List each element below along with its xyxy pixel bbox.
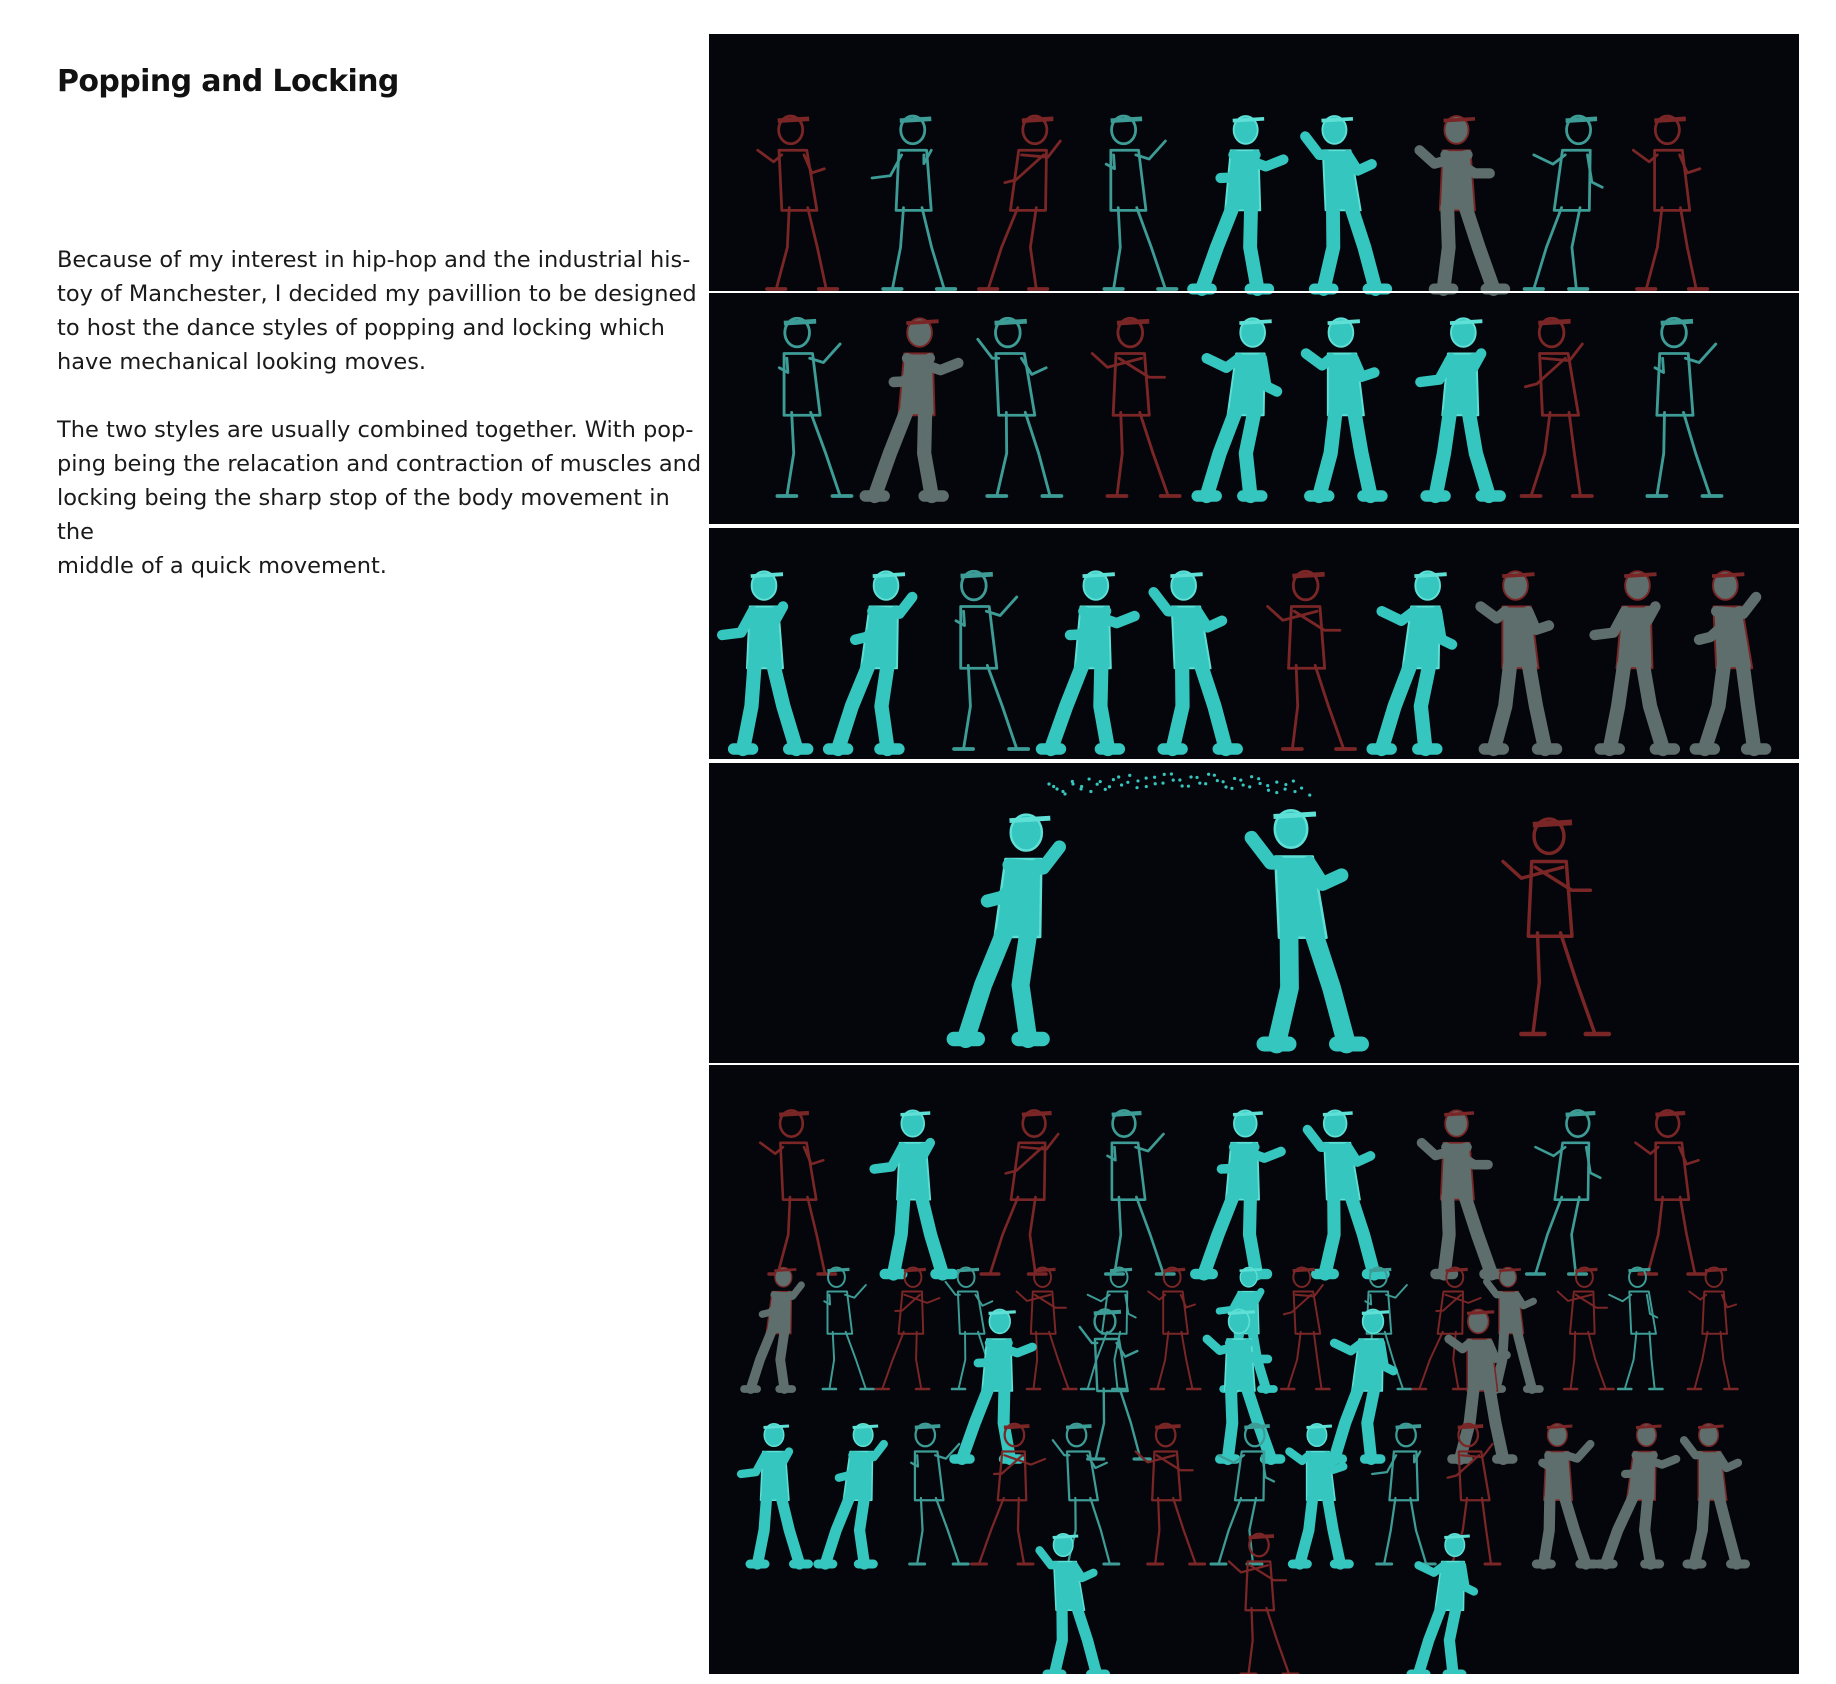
spray-dot (1213, 774, 1216, 777)
spray-dot (1128, 774, 1131, 777)
spray-dot (1207, 773, 1210, 776)
spray-dot (1222, 780, 1225, 783)
spray-dot (1233, 777, 1236, 780)
spray-dot (1250, 775, 1253, 778)
paragraph-styles: The two styles are usually combined together. With pop- ping being the relacation and contraction of muscles and locking being the sharp stop of the body movement in the middle of a quick movement. (57, 417, 702, 579)
divider-line (709, 1063, 1799, 1065)
spray-dot (1266, 784, 1269, 787)
spray-dot (1145, 777, 1148, 780)
spray-dot (1284, 787, 1287, 790)
spray-dot (1170, 772, 1173, 775)
spray-dot (1292, 779, 1295, 782)
spray-dot (1061, 790, 1064, 793)
spray-dot (1248, 785, 1251, 788)
page-title: Popping and Locking (57, 64, 399, 99)
spray-dot (1063, 792, 1066, 795)
spray-dot (1135, 786, 1138, 789)
spray-dot (1055, 787, 1058, 790)
spray-dot (1117, 775, 1120, 778)
spray-dot (1178, 778, 1181, 781)
spray-dot (1163, 773, 1166, 776)
spray-dot (1230, 787, 1233, 790)
spray-dot (1242, 783, 1245, 786)
spray-dot (1154, 782, 1157, 785)
spray-dot (1120, 783, 1123, 786)
spray-dot (1172, 779, 1175, 782)
spray-dot (1161, 781, 1164, 784)
spray-dot (1257, 777, 1260, 780)
silhouette-sequence (709, 34, 1799, 1674)
spray-dot (1104, 788, 1107, 791)
spray-dot (1187, 785, 1190, 788)
spray-dot (1047, 782, 1050, 785)
spray-dot (1189, 775, 1192, 778)
spray-dot (1145, 785, 1148, 788)
spray-dot (1198, 781, 1201, 784)
spray-dot (1267, 789, 1270, 792)
spray-dot (1088, 777, 1091, 780)
description (57, 243, 707, 583)
spray-dot (1153, 776, 1156, 779)
spray-dot (1096, 783, 1099, 786)
spray-dot (1181, 784, 1184, 787)
spray-dot (1126, 781, 1129, 784)
divider-line (709, 759, 1799, 763)
spray-dot (1216, 779, 1219, 782)
spray-dot (1284, 783, 1287, 786)
dance-sequence-image (709, 34, 1799, 1674)
divider-line (709, 524, 1799, 528)
spray-dot (1300, 786, 1303, 789)
spray-dot (1089, 790, 1092, 793)
spray-dot (1108, 785, 1111, 788)
spray-dot (1293, 790, 1296, 793)
paragraph-intro: Because of my interest in hip-hop and the industrial his- toy of Manchester, I decided my pavillion to be designed to host the dance styles of popping and locking which have mechanical looking moves. (57, 247, 697, 375)
spray-dot (1275, 791, 1278, 794)
divider-line (709, 291, 1799, 293)
spray-dot (1079, 787, 1082, 790)
spray-dot (1052, 785, 1055, 788)
spray-dot (1224, 785, 1227, 788)
spray-dot (1136, 779, 1139, 782)
spray-dot (1112, 778, 1115, 781)
spray-dot (1071, 782, 1074, 785)
spray-dot (1308, 793, 1311, 796)
spray-dot (1258, 782, 1261, 785)
spray-dot (1239, 778, 1242, 781)
spray-dot (1195, 776, 1198, 779)
spray-dot (1275, 781, 1278, 784)
spray-dot (1204, 782, 1207, 785)
spray-dot (1099, 780, 1102, 783)
